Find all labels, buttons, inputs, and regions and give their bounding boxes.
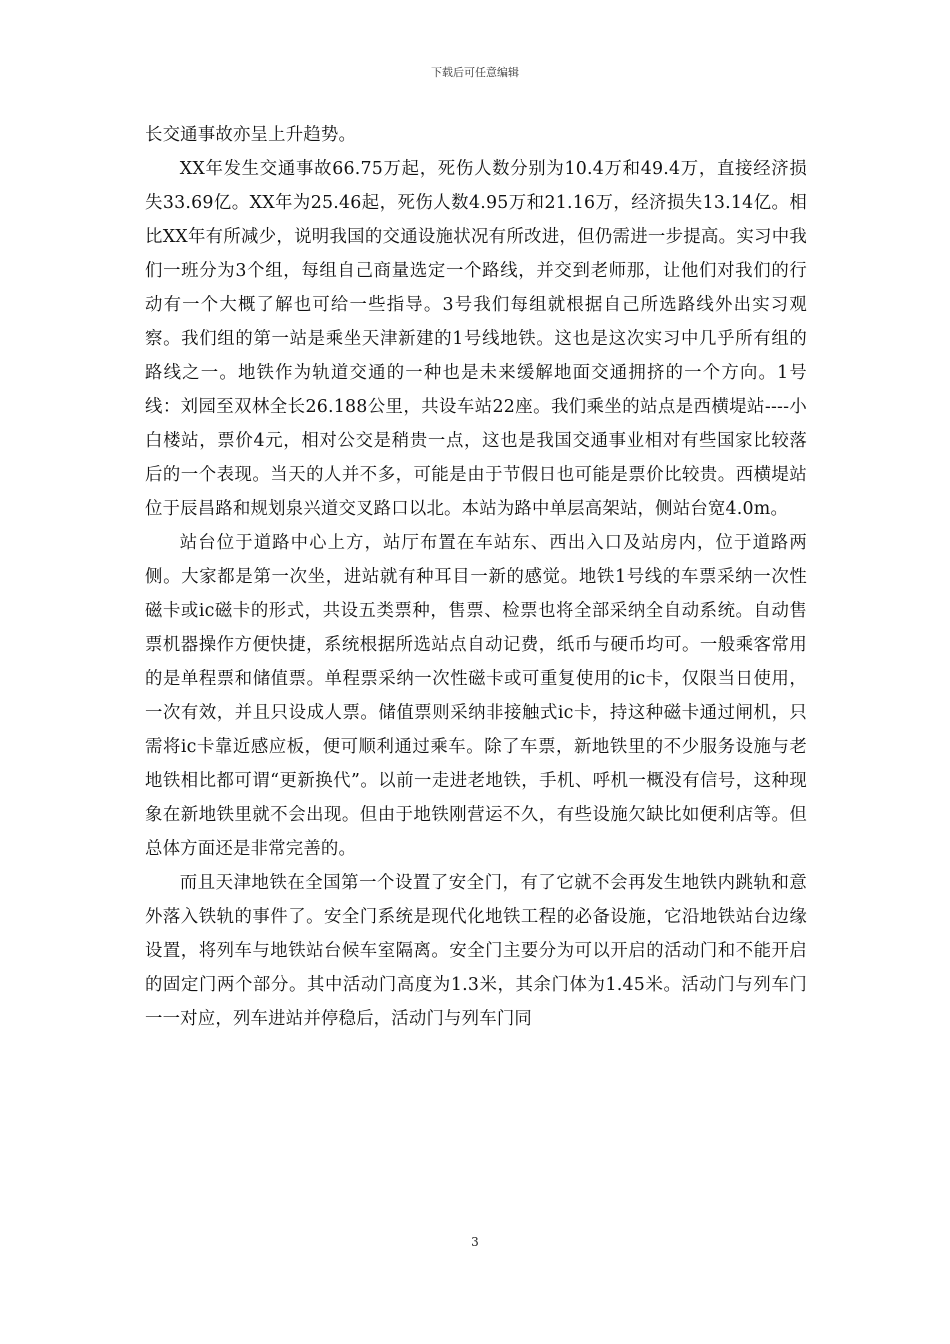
paragraph-station-description: 站台位于道路中心上方，站厅布置在车站东、西出入口及站房内，位于道路两侧。大家都是第一次坐，进站就有种耳目一新的感觉。地铁1号线的车票采纳一次性磁卡或ic磁卡的形式，共设五类票种，售票、检票也将全部采纳全自动系统。自动售票机器操作方便快捷，系统根据所选站点自动记费，纸币与硬币均可。一般乘客常用的是单程票和储值票。单程票采纳一次性磁卡或可重复使用的ic卡，仅限当日使用，一次有效，并且只设成人票。储值票则采纳非接触式ic卡，持这种磁卡通过闸机，只需将ic卡靠近感应板，便可顺利通过乘车。除了车票，新地铁里的不少服务设施与老地铁相比都可谓“更新换代”。以前一走进老地铁，手机、呼机一概没有信号，这种现象在新地铁里就不会出现。但由于地铁刚营运不久，有些设施欠缺比如便利店等。但总体方面还是非常完善的。 — [145, 533, 807, 859]
page-header: 下载后可任意编辑 — [431, 66, 519, 79]
document-body — [145, 118, 807, 1036]
paragraph-continuation: 长交通事故亦呈上升趋势。 — [145, 125, 357, 145]
paragraph-safety-doors: 而且天津地铁在全国第一个设置了安全门，有了它就不会再发生地铁内跳轨和意外落入铁轨的事件了。安全门系统是现代化地铁工程的必备设施，它沿地铁站台边缘设置，将列车与地铁站台候车室隔离。安全门主要分为可以开启的活动门和不能开启的固定门两个部分。其中活动门高度为1.3米，其余门体为1.45米。活动门与列车门一一对应，列车进站并停稳后，活动门与列车门同 — [145, 873, 807, 1029]
page-number: 3 — [471, 1235, 479, 1249]
paragraph-traffic-statistics: XX年发生交通事故66.75万起，死伤人数分别为10.4万和49.4万，直接经济损失33.69亿。XX年为25.46起，死伤人数4.95万和21.16万，经济损失13.14亿。相比XX年有所减少，说明我国的交通设施状况有所改进，但仍需进一步提高。实习中我们一班分为3个组，每组自己商量选定一个路线，并交到老师那，让他们对我们的行动有一个大概了解也可给一些指导。3号我们每组就根据自己所选路线外出实习观察。我们组的第一站是乘坐天津新建的1号线地铁。这也是这次实习中几乎所有组的路线之一。地铁作为轨道交通的一种也是未来缓解地面交通拥挤的一个方向。1号线：刘园至双林全长26.188公里，共设车站22座。我们乘坐的站点是西横堤站----小白楼站，票价4元，相对公交是稍贵一点，这也是我国交通事业相对有些国家比较落后的一个表现。当天的人并不多，可能是由于节假日也可能是票价比较贵。西横堤站位于辰昌路和规划泉兴道交叉路口以北。本站为路中单层高架站，侧站台宽4.0m。 — [145, 159, 807, 519]
